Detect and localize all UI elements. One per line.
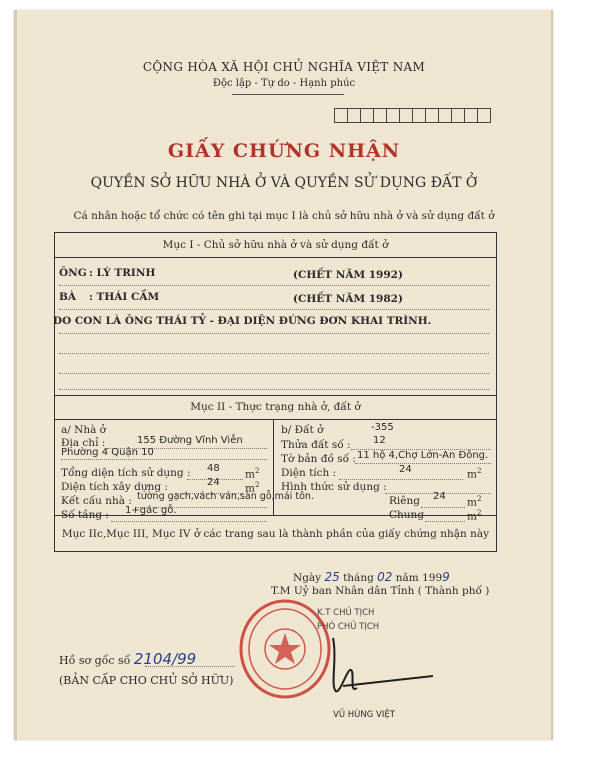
signature-icon <box>313 628 463 708</box>
build-area-unit: $m^2$ <box>245 481 260 495</box>
address-label: Địa chỉ : <box>61 437 106 449</box>
owner2-note: (CHẾT NĂM 1982) <box>293 293 403 305</box>
owner2-name: : THÁI CẦM <box>89 291 160 303</box>
certificate-table <box>54 232 497 552</box>
date-month: 02 <box>377 570 393 584</box>
map-value: 11 hộ 4,Chợ Lớn-An Đông. <box>357 450 489 461</box>
representative: DO CON LÀ ÔNG THÁI TỶ - ĐẠI DIỆN ĐỨNG ĐƠN KHAI TRÌNH. <box>53 315 432 327</box>
shared-label: Chung <box>389 509 425 521</box>
owner1-note: (CHẾT NĂM 1992) <box>293 269 403 281</box>
section1-title: Mục I - Chủ sở hữu nhà ở và sử dụng đất ở <box>162 239 389 251</box>
certificate-page <box>14 10 553 740</box>
land-heading: b/ Đất ở <box>281 424 324 436</box>
signer-title-1: K.T CHỦ TỊCH <box>317 608 375 618</box>
build-area-value: 24 <box>207 477 220 488</box>
usage-label: Hình thức sử dụng : <box>281 481 387 493</box>
plot-label: Thửa đất số : <box>281 439 351 451</box>
authority: T.M Uỷ ban Nhân dân Tỉnh ( Thành phố ) <box>271 585 490 597</box>
address-value: 155 Đường Vĩnh Viễn <box>137 435 243 446</box>
ward-value: Phường 4 Quận 10 <box>61 447 154 458</box>
floors-value: 1+gác gỗ. <box>125 505 177 516</box>
owner2-label: BÀ <box>59 291 77 303</box>
structure-value: tường gạch,vách ván,sàn gỗ,mái tôn. <box>137 491 314 502</box>
shared-unit: $m^2$ <box>467 509 482 523</box>
total-area-label: Tổng diện tích sử dụng : <box>61 467 191 479</box>
signer-title-2: PHÓ CHỦ TỊCH <box>317 622 380 632</box>
private-label: Riêng <box>389 495 420 507</box>
date-day: 25 <box>324 570 340 584</box>
private-value: 24 <box>433 491 446 502</box>
certificate-title: GIẤY CHỨNG NHẬN <box>167 140 401 162</box>
floors-label: Số tầng : <box>61 509 109 521</box>
date-year-digit: 9 <box>442 570 450 584</box>
house-heading: a/ Nhà ở <box>61 424 107 436</box>
certificate-subtitle: QUYỀN SỞ HỮU NHÀ Ở VÀ QUYỀN SỬ DỤNG ĐẤT Ở <box>90 175 478 191</box>
total-area-unit: $m^2$ <box>245 467 260 481</box>
motto-underline <box>232 94 344 95</box>
serial-number-boxes <box>335 108 491 123</box>
plot-value: 12 <box>373 435 386 446</box>
intro-text: Cá nhân hoặc tổ chức có tên ghi tại mục I là chủ sở hữu nhà ở và sử dụng đất ở <box>73 210 495 222</box>
land-heading-value: -355 <box>371 422 394 433</box>
motto: Độc lập - Tự do - Hạnh phúc <box>212 78 356 89</box>
land-area-value: 24 <box>399 464 412 475</box>
signer-name: VŨ HÙNG VIỆT <box>333 710 395 720</box>
map-label: Tờ bản đồ số : <box>281 453 356 465</box>
date-line: Ngày 25 tháng 02 năm 1999 <box>293 570 450 584</box>
section-footer-note: Mục IIc,Mục III, Mục IV ở các trang sau là thành phần của giấy chứng nhận này <box>61 528 490 540</box>
structure-label: Kết cấu nhà : <box>61 495 132 507</box>
land-area-unit: $m^2$ <box>467 467 482 481</box>
private-unit: $m^2$ <box>467 495 482 509</box>
dossier-value: 2104/99 <box>133 650 197 668</box>
owner1-label: ÔNG <box>59 267 87 279</box>
copy-note: (BẢN CẤP CHO CHỦ SỞ HỮU) <box>59 674 234 687</box>
build-area-label: Diện tích xây dựng : <box>61 481 168 493</box>
section2-title: Mục II - Thực trạng nhà ở, đất ở <box>190 401 361 413</box>
country-header: CỘNG HÒA XÃ HỘI CHỦ NGHĨA VIỆT NAM <box>142 60 426 74</box>
dossier-line: Hồ sơ gốc số 2104/99 <box>59 650 197 668</box>
total-area-value: 48 <box>207 463 220 474</box>
owner1-name: : LÝ TRINH <box>89 267 156 279</box>
land-area-label: Diện tích : <box>281 467 337 479</box>
